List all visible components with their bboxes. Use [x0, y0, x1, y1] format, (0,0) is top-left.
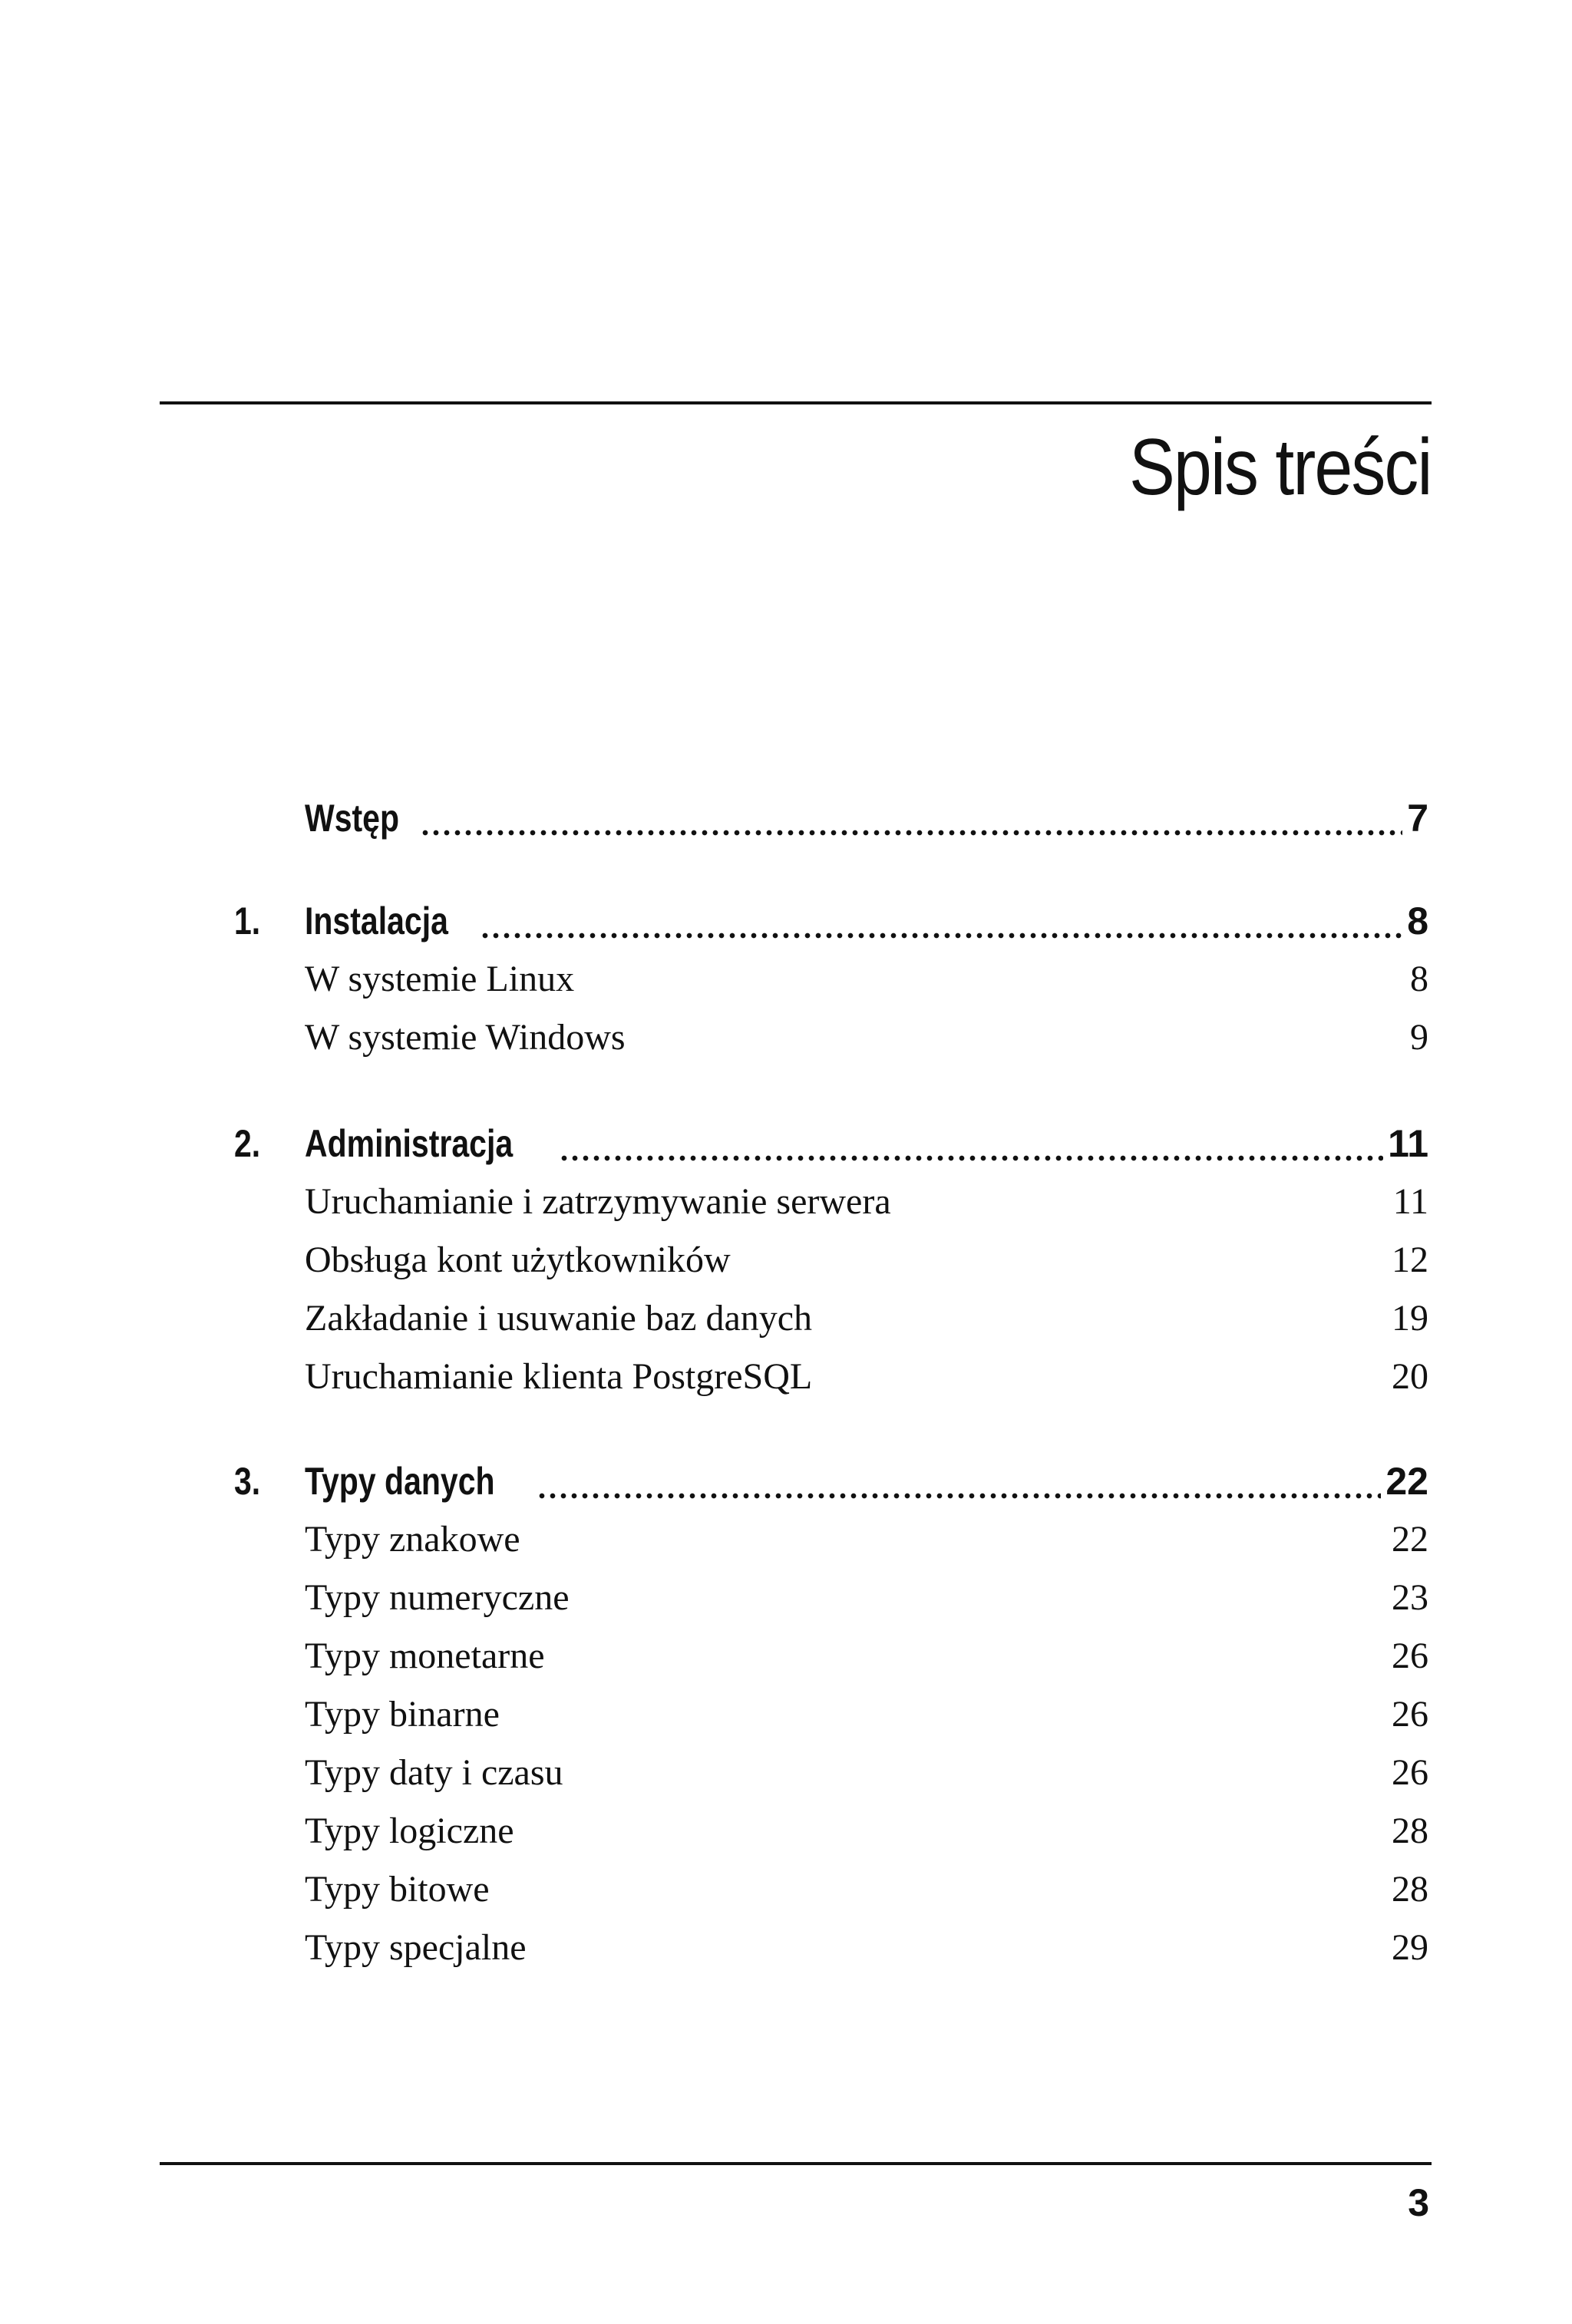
- dot-leader: [480, 933, 1402, 939]
- page-title: Spis treści: [1129, 423, 1432, 512]
- chapter-label: Typy danych: [305, 1460, 495, 1503]
- section-label: W systemie Linux: [305, 959, 575, 999]
- section-page: 19: [1392, 1298, 1428, 1339]
- section-label: Typy numeryczne: [305, 1577, 570, 1618]
- toc-chapter-3[interactable]: [234, 1454, 1428, 1508]
- top-rule: [160, 401, 1432, 404]
- toc-entry-page: 7: [1407, 797, 1428, 840]
- toc-section[interactable]: [234, 1746, 1428, 1800]
- page-number: 3: [1408, 2181, 1429, 2224]
- section-label: Typy monetarne: [305, 1636, 545, 1676]
- section-label: Uruchamianie klienta PostgreSQL: [305, 1356, 813, 1397]
- section-page: 23: [1392, 1577, 1428, 1618]
- toc-section[interactable]: [234, 1513, 1428, 1566]
- section-label: Typy specjalne: [305, 1927, 527, 1968]
- section-page: 8: [1410, 959, 1428, 999]
- section-label: Typy logiczne: [305, 1811, 514, 1851]
- section-label: Typy binarne: [305, 1694, 500, 1735]
- section-label: Uruchamianie i zatrzymywanie serwera: [305, 1181, 891, 1222]
- section-page: 26: [1392, 1752, 1428, 1793]
- toc-section[interactable]: [234, 952, 1428, 1006]
- bottom-rule: [160, 2162, 1432, 2165]
- section-label: Typy bitowe: [305, 1869, 490, 1910]
- section-page: 29: [1392, 1927, 1428, 1968]
- section-page: 28: [1392, 1869, 1428, 1910]
- section-page: 28: [1392, 1811, 1428, 1851]
- toc-section[interactable]: [234, 1292, 1428, 1345]
- chapter-label: Instalacja: [305, 900, 448, 942]
- dot-leader: [559, 1155, 1383, 1161]
- toc-entry-intro[interactable]: [234, 791, 1428, 845]
- section-page: 9: [1410, 1017, 1428, 1058]
- toc-section[interactable]: [234, 1629, 1428, 1683]
- toc-section[interactable]: [234, 1863, 1428, 1916]
- section-page: 22: [1392, 1519, 1428, 1560]
- toc-entry-label: Wstęp: [305, 797, 399, 840]
- dot-leader: [420, 830, 1402, 836]
- section-label: Zakładanie i usuwanie baz danych: [305, 1298, 813, 1339]
- chapter-page: 8: [1407, 900, 1428, 942]
- toc-section[interactable]: [234, 1011, 1428, 1065]
- toc-section[interactable]: [234, 1804, 1428, 1858]
- chapter-number: 2.: [234, 1122, 261, 1165]
- dot-leader: [537, 1493, 1381, 1499]
- chapter-number: 1.: [234, 900, 261, 942]
- chapter-label: Administracja: [305, 1122, 514, 1165]
- section-label: Obsługa kont użytkowników: [305, 1240, 731, 1280]
- section-page: 26: [1392, 1694, 1428, 1735]
- section-page: 20: [1392, 1356, 1428, 1397]
- section-page: 26: [1392, 1636, 1428, 1676]
- section-page: 11: [1392, 1181, 1428, 1222]
- toc-section[interactable]: [234, 1688, 1428, 1741]
- chapter-page: 11: [1388, 1122, 1428, 1165]
- toc-section[interactable]: [234, 1350, 1428, 1404]
- section-page: 12: [1392, 1240, 1428, 1280]
- chapter-page: 22: [1385, 1460, 1428, 1503]
- toc-section[interactable]: [234, 1921, 1428, 1975]
- toc-section[interactable]: [234, 1571, 1428, 1625]
- toc-chapter-1[interactable]: [234, 894, 1428, 948]
- toc-section[interactable]: [234, 1175, 1428, 1229]
- toc-section[interactable]: [234, 1233, 1428, 1287]
- section-label: Typy znakowe: [305, 1519, 520, 1560]
- toc-chapter-2[interactable]: [234, 1117, 1428, 1170]
- chapter-number: 3.: [234, 1460, 261, 1503]
- section-label: Typy daty i czasu: [305, 1752, 563, 1793]
- section-label: W systemie Windows: [305, 1017, 626, 1058]
